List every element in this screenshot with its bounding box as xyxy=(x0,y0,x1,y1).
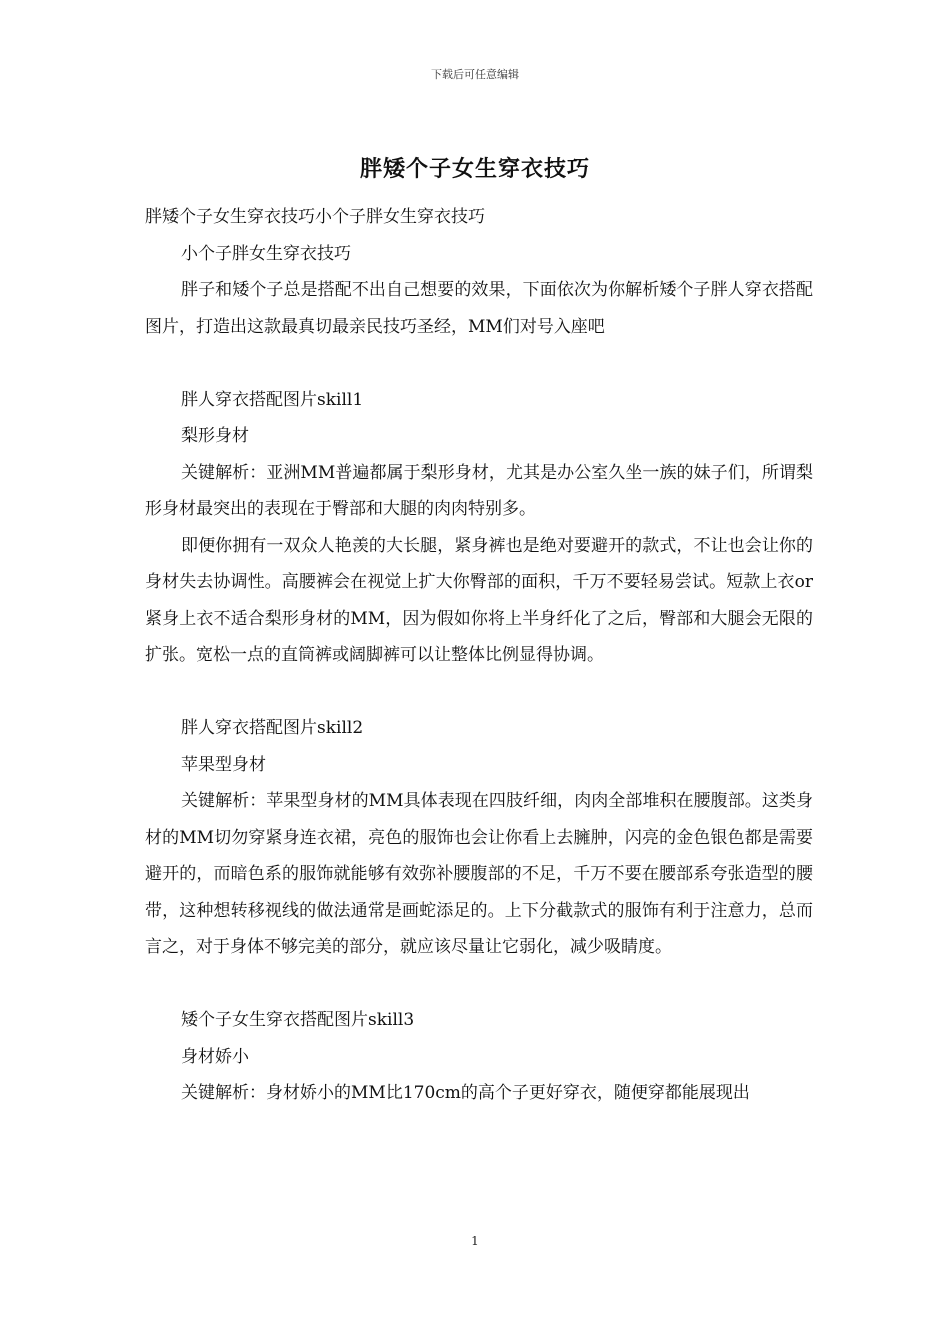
document-title: 胖矮个子女生穿衣技巧 xyxy=(359,156,590,182)
section-paragraph: 关键解析：苹果型身材的MM具体表现在四肢纤细，肉肉全部堆积在腰腹部。这类身材的MM切勿穿紧身连衣裙，亮色的服饰也会让你看上去臃肿，闪亮的金色银色都是需要避开的，而暗色系的服饰就能够有效弥补腰腹部的不足，千万不要在腰部系夸张造型的腰带，这种想转移视线的做法通常是画蛇添足的。上下分截款式的服饰有利于注意力，总而言之，对于身体不够完美的部分，就应该尽量让它弱化，减少吸睛度。 xyxy=(145,791,813,957)
section-paragraph: 关键解析：亚洲MM普遍都属于梨形身材，尤其是办公室久坐一族的妹子们，所谓梨形身材最突出的表现在于臀部和大腿的肉肉特别多。 xyxy=(145,462,813,519)
section-heading: 胖人穿衣搭配图片skill1 xyxy=(181,389,364,410)
header-note: 下载后可任意编辑 xyxy=(431,68,519,81)
blank-line xyxy=(145,345,813,382)
document-body xyxy=(145,199,813,1112)
page-number: 1 xyxy=(471,1234,479,1248)
section-subheading: 身材娇小 xyxy=(181,1046,249,1067)
blank-line xyxy=(145,966,813,1003)
intro-paragraph: 胖子和矮个子总是搭配不出自己想要的效果，下面依次为你解析矮个子胖人穿衣搭配图片，打造出这款最真切最亲民技巧圣经，MM们对号入座吧 xyxy=(145,280,813,337)
blank-line xyxy=(145,674,813,711)
section-heading: 矮个子女生穿衣搭配图片skill3 xyxy=(181,1010,415,1030)
section-heading: 胖人穿衣搭配图片skill2 xyxy=(181,718,364,738)
section-subheading: 梨形身材 xyxy=(181,426,249,446)
section-paragraph: 关键解析：身材娇小的MM比170cm的高个子更好穿衣，随便穿都能展现出 xyxy=(181,1083,750,1103)
intro-heading: 小个子胖女生穿衣技巧 xyxy=(181,243,351,264)
subtitle-line: 胖矮个子女生穿衣技巧小个子胖女生穿衣技巧 xyxy=(145,207,485,227)
section-subheading: 苹果型身材 xyxy=(181,754,266,775)
section-paragraph: 即便你拥有一双众人艳羡的大长腿，紧身裤也是绝对要避开的款式，不让也会让你的身材失去协调性。高腰裤会在视觉上扩大你臀部的面积，千万不要轻易尝试。短款上衣or紧身上衣不适合梨形身材的MM，因为假如你将上半身纤化了之后，臀部和大腿会无限的扩张。宽松一点的直筒裤或阔脚裤可以让整体比例显得协调。 xyxy=(145,535,813,665)
